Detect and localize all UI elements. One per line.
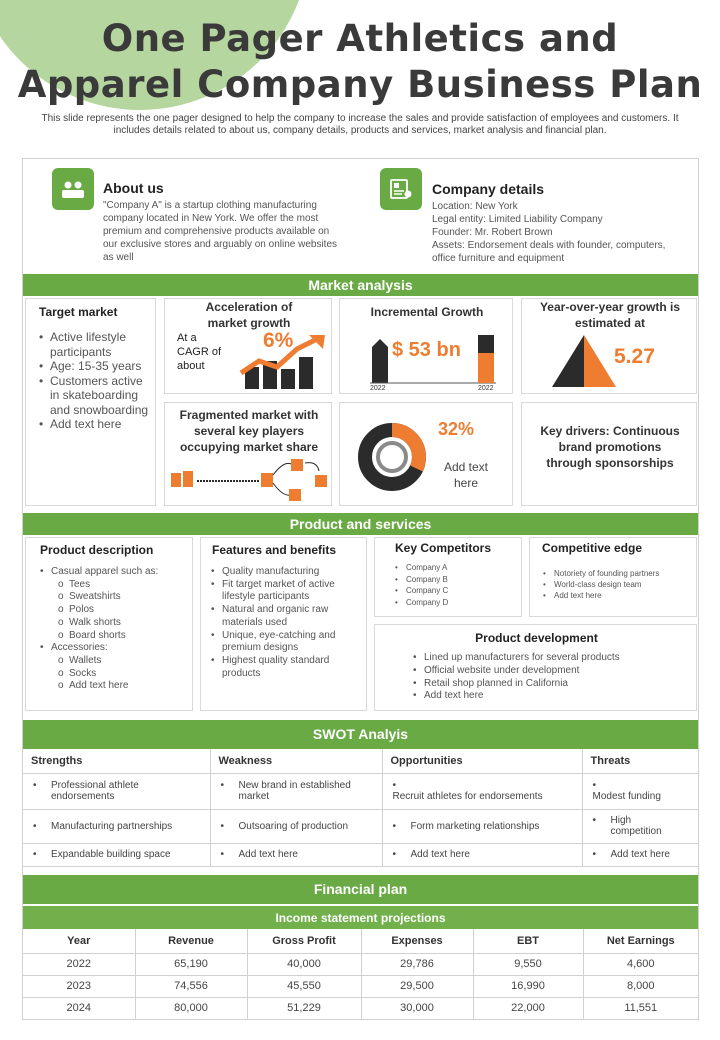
income-statement-bar: Income statement projections bbox=[23, 905, 698, 929]
incremental-growth-value: $ 53 bn bbox=[392, 339, 461, 361]
income-header-net-earnings: Net Earnings bbox=[583, 929, 698, 953]
growth-chart-icon bbox=[237, 333, 329, 391]
product-description-list: • Casual apparel such as: o Tees o Sweatshirts o Polos o Walk shorts o Board shorts • Accessories: o Wallets o Socks o Add text here bbox=[40, 566, 190, 693]
table-row: 2023 74,556 45,550 29,500 16,990 8,000 bbox=[23, 975, 698, 997]
swot-bar: SWOT Analyis bbox=[23, 720, 698, 749]
product-development-box bbox=[374, 624, 697, 711]
key-competitors-list: • Company A • Company B • Company C • Company D bbox=[395, 562, 448, 608]
key-competitors-heading: Key Competitors bbox=[395, 541, 492, 555]
features-benefits-list: • Quality manufacturing • Fit target market of active lifestyle participants • Natural and organic raw materials used • Unique, eye-catching and premium designs • Highest quality standard products bbox=[211, 566, 356, 680]
fragmented-market-box bbox=[164, 402, 332, 506]
swot-table bbox=[23, 749, 698, 867]
income-header-gross-profit: Gross Profit bbox=[247, 929, 361, 953]
acceleration-label: At a CAGR of about bbox=[177, 332, 222, 372]
incremental-year-end: 2022 bbox=[478, 385, 494, 392]
features-benefits-heading: Features and benefits bbox=[212, 543, 337, 557]
market-share-box bbox=[339, 402, 513, 506]
table-row: • Expandable building space • Add text here • Add text here • Add text here bbox=[23, 843, 698, 866]
fragmented-market-heading: Fragmented market with several key players occupying market share bbox=[179, 408, 319, 454]
acceleration-heading: Acceleration of market growth bbox=[205, 300, 293, 330]
income-header-expenses: Expenses bbox=[361, 929, 473, 953]
market-share-caption: Add text here bbox=[443, 460, 489, 490]
target-market-box bbox=[25, 298, 156, 506]
team-icon bbox=[52, 168, 94, 210]
product-description-box bbox=[25, 537, 193, 711]
id-card-icon bbox=[380, 168, 422, 210]
features-benefits-box bbox=[200, 537, 367, 711]
about-text: "Company A" is a startup clothing manufacturing company located in New York. We offer the most premium and comprehensive products available on our exclusive stores and arguably on online websites as well bbox=[103, 200, 338, 263]
market-share-donut bbox=[356, 421, 428, 493]
target-market-list: • Active lifestyle participants • Age: 15-35 years • Customers active in skateboarding and snowboarding • Add text here bbox=[39, 330, 151, 432]
incremental-year-start: 2022 bbox=[370, 385, 386, 392]
income-statement-table bbox=[23, 929, 698, 1020]
market-analysis-bar: Market analysis bbox=[23, 274, 698, 296]
table-row: • Professional athlete endorsements • New brand in established market •Recruit athletes for endorsements •Modest funding bbox=[23, 773, 698, 809]
key-drivers-box bbox=[521, 402, 697, 506]
market-share-value: 32% bbox=[438, 419, 475, 439]
key-drivers-text: Key drivers: Continuous brand promotions through sponsorships bbox=[540, 424, 680, 470]
market-players-icon bbox=[167, 457, 331, 505]
income-header-ebt: EBT bbox=[473, 929, 583, 953]
yoy-growth-heading: Year-over-year growth is estimated at bbox=[539, 300, 681, 330]
acceleration-value: 6% bbox=[263, 329, 294, 352]
competitive-edge-list: • Notoriety of founding partners • World-class design team • Add text here bbox=[543, 568, 659, 601]
income-header-row bbox=[23, 929, 698, 953]
key-competitors-box bbox=[374, 537, 522, 617]
swot-header-threats: Threats bbox=[582, 749, 698, 773]
page-title: One Pager Athletics and Apparel Company Business Plan bbox=[17, 17, 703, 106]
company-details: Location: New York Legal entity: Limited Liability Company Founder: Mr. Robert Brown Assets: Endorsement deals with founder, computers, office furniture and equipment bbox=[432, 201, 666, 264]
table-row: • Manufacturing partnerships • Outsoaring of production • Form marketing relationships • High competition bbox=[23, 809, 698, 843]
swot-header-opportunities: Opportunities bbox=[382, 749, 582, 773]
table-row: 2022 65,190 40,000 29,786 9,550 4,600 bbox=[23, 953, 698, 975]
pyramid-icon bbox=[550, 333, 618, 389]
product-description-heading: Product description bbox=[40, 543, 154, 557]
income-header-revenue: Revenue bbox=[135, 929, 247, 953]
product-development-list: • Lined up manufacturers for several products • Official website under development • Retail shop planned in California • Add text here bbox=[413, 652, 620, 703]
product-services-bar: Product and services bbox=[23, 513, 698, 535]
acceleration-box bbox=[164, 298, 332, 394]
yoy-growth-value: 5.27 bbox=[614, 345, 655, 368]
page-subtitle: This slide represents the one pager designed to help the company to increase the sales and provide satisfaction of employees and customers. It includes details related to about us, company details, products and services, market analysis and financial plan. bbox=[41, 113, 679, 136]
financial-plan-bar: Financial plan bbox=[23, 875, 698, 904]
income-header-year: Year bbox=[23, 929, 135, 953]
swot-header-row bbox=[23, 749, 698, 773]
product-development-heading: Product development bbox=[475, 631, 598, 645]
competitive-edge-box bbox=[529, 537, 697, 617]
yoy-growth-box bbox=[521, 298, 697, 394]
company-heading: Company details bbox=[432, 181, 545, 197]
competitive-edge-heading: Competitive edge bbox=[542, 541, 643, 555]
swot-header-weakness: Weakness bbox=[210, 749, 382, 773]
swot-header-strengths: Strengths bbox=[23, 749, 210, 773]
incremental-growth-box bbox=[339, 298, 513, 394]
table-row: 2024 80,000 51,229 30,000 22,000 11,551 bbox=[23, 997, 698, 1019]
incremental-growth-heading: Incremental Growth bbox=[370, 305, 484, 319]
about-heading: About us bbox=[103, 180, 164, 196]
target-market-heading: Target market bbox=[39, 305, 118, 319]
